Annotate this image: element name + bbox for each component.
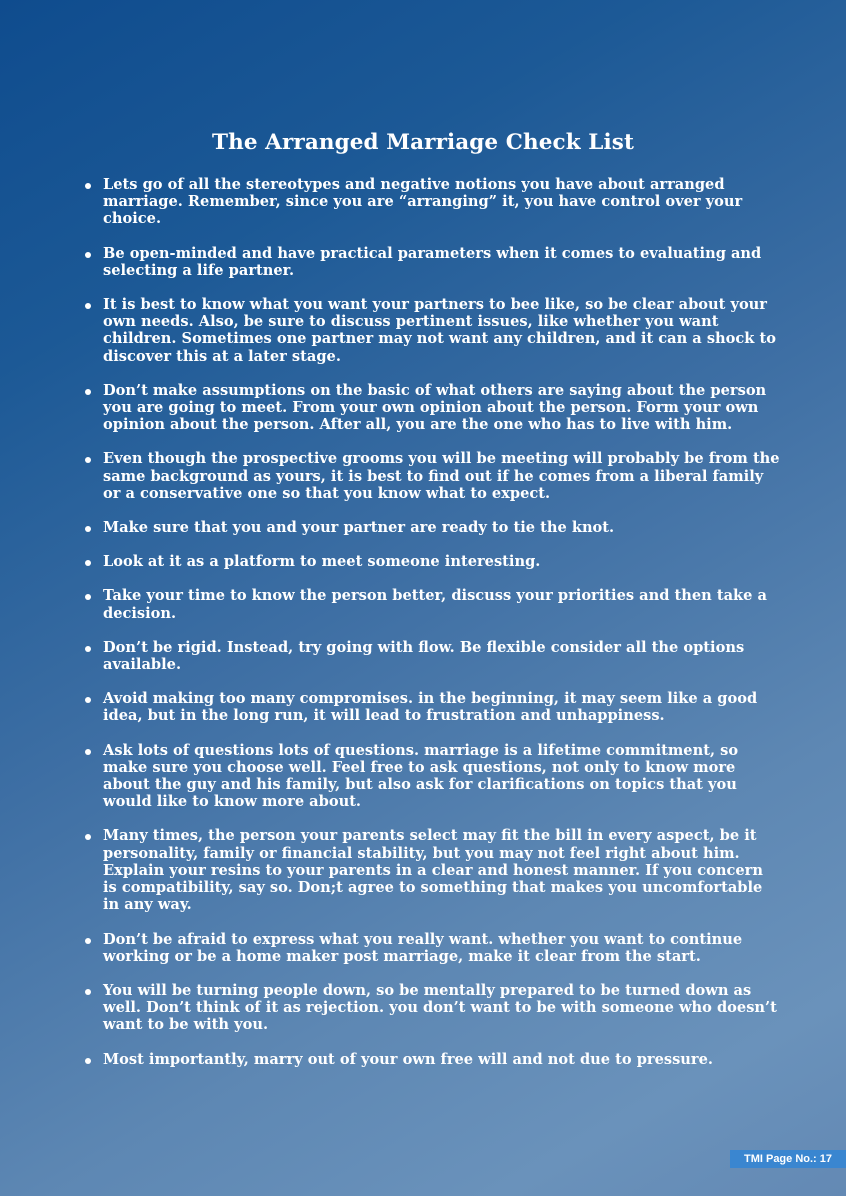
bullet-icon	[85, 697, 91, 703]
list-item-text: Ask lots of questions lots of questions. marriage is a lifetime commitment, so make sure you choose well. Feel free to ask questions, not only to know more about the guy and his family, but also ask for clarifications on topics that you would like to know more about.	[103, 741, 739, 811]
list-item	[80, 519, 780, 536]
page-number-badge: TMI Page No.: 17	[730, 1150, 846, 1168]
list-item-text: It is best to know what you want your partners to bee like, so be clear about your own needs. Also, be sure to discuss pertinent issues, like whether you want children. Sometimes one partner may not want any children, and it can a shock to discover this at a later stage.	[103, 296, 776, 365]
list-item	[80, 382, 780, 434]
list-item-text: Don’t be afraid to express what you really want. whether you want to continue working or be a home maker post marriage, make it clear from the start.	[103, 930, 743, 965]
list-item-text: Make sure that you and your partner are ready to tie the knot.	[103, 519, 615, 537]
bullet-icon	[85, 560, 91, 566]
list-item	[80, 176, 780, 228]
bullet-icon	[85, 1058, 91, 1064]
list-item	[80, 553, 780, 570]
bullet-icon	[85, 989, 91, 995]
list-item	[80, 296, 780, 365]
list-item-text: You will be turning people down, so be mentally prepared to be turned down as well. Don’t think of it as rejection. you don’t want to be with someone who doesn’t want to be with you.	[103, 981, 777, 1034]
bullet-icon	[85, 834, 91, 840]
list-item-text: Be open-minded and have practical parameters when it comes to evaluating and selecting a life partner.	[103, 244, 762, 279]
list-item	[80, 982, 780, 1034]
checklist	[80, 176, 780, 1085]
list-item	[80, 639, 780, 673]
bullet-icon	[85, 749, 91, 755]
list-item-text: Lets go of all the stereotypes and negative notions you have about arranged marriage. Remember, since you are “arranging” it, you have control over your choice.	[103, 176, 743, 228]
bullet-icon	[85, 526, 91, 532]
bullet-icon	[85, 646, 91, 652]
bullet-icon	[85, 303, 91, 309]
bullet-icon	[85, 938, 91, 944]
list-item-text: Look at it as a platform to meet someone interesting.	[103, 553, 541, 571]
bullet-icon	[85, 594, 91, 600]
list-item	[80, 1051, 780, 1068]
bullet-icon	[85, 183, 91, 189]
list-item-text: Take your time to know the person better, discuss your priorities and then take a decision.	[103, 587, 767, 622]
bullet-icon	[85, 252, 91, 258]
list-item-text: Even though the prospective grooms you will be meeting will probably be from the same background as yours, it is best to find out if he comes from a liberal family or a conservative one so that you know what to expect.	[103, 450, 780, 502]
list-item-text: Don’t be rigid. Instead, try going with flow. Be flexible consider all the options available.	[103, 638, 745, 674]
list-item-text: Don’t make assumptions on the basic of what others are saying about the person you are going to meet. From your own opinion about the person. Form your own opinion about the person. After all, you are the one who has to live with him.	[103, 381, 767, 434]
list-item	[80, 587, 780, 621]
list-item	[80, 931, 780, 965]
list-item	[80, 245, 780, 279]
list-item-text: Many times, the person your parents select may fit the bill in every aspect, be it personality, family or financial stability, but you may not feel right about him. Explain your resins to your parents in a clear and honest manner. If you concern is compatibility, say so. Don;t agree to something that makes you uncomfortable in any way.	[103, 827, 763, 914]
list-item	[80, 827, 780, 913]
list-item-text: Most importantly, marry out of your own free will and not due to pressure.	[103, 1050, 713, 1068]
bullet-icon	[85, 389, 91, 395]
list-item-text: Avoid making too many compromises. in the beginning, it may seem like a good idea, but in the long run, it will lead to frustration and unhappiness.	[103, 690, 758, 725]
list-item	[80, 450, 780, 502]
list-item	[80, 690, 780, 724]
page-title: The Arranged Marriage Check List	[211, 130, 635, 156]
bullet-icon	[85, 457, 91, 463]
list-item	[80, 742, 780, 811]
